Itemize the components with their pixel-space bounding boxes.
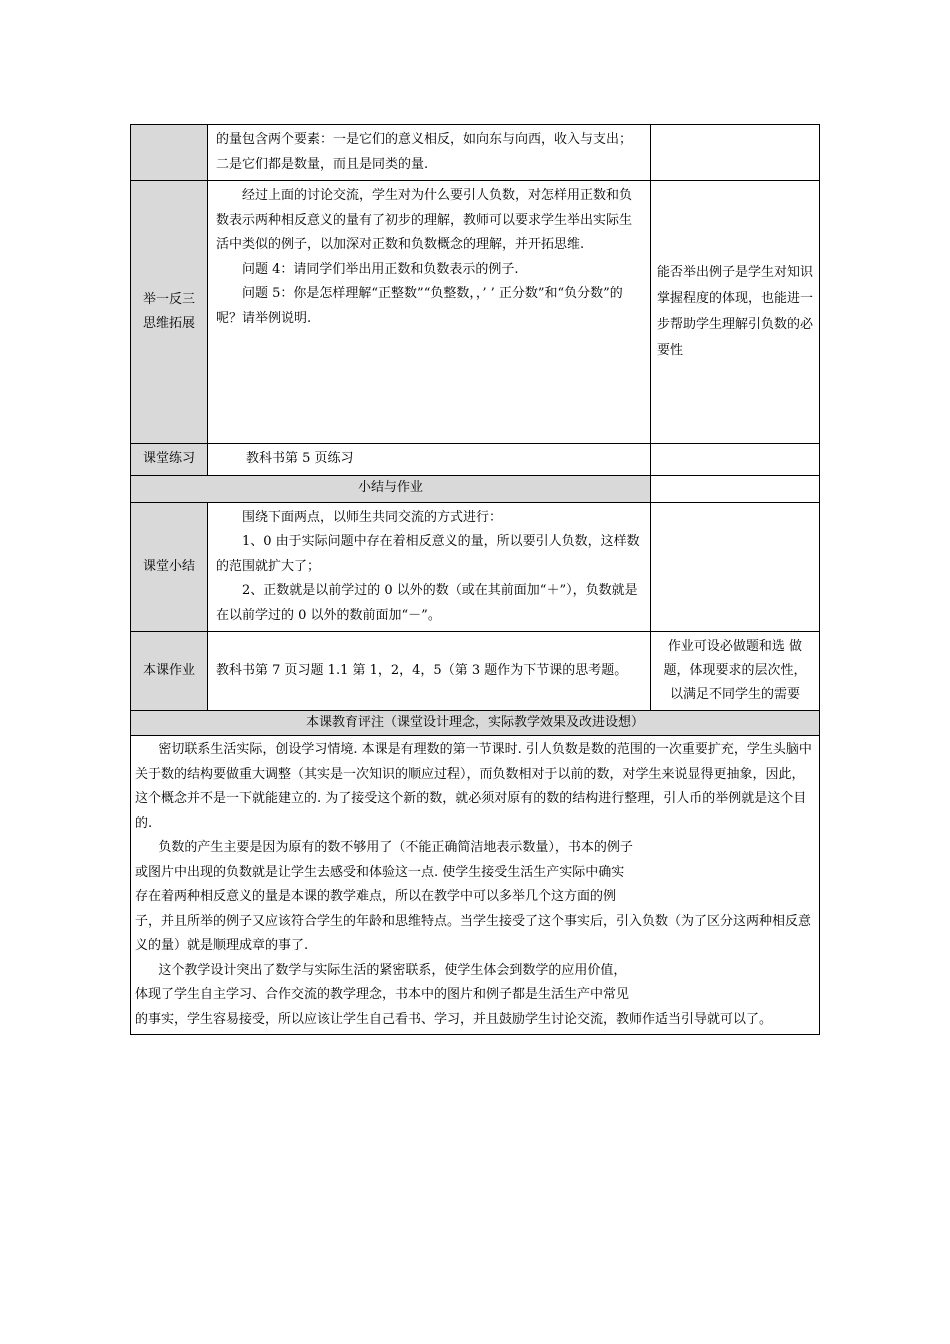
evaluation-paragraph-3-line-3: 的事实，学生容易接受，所以应该让学生自己看书、学习，并且鼓励学生讨论交流，教师作适当引导就可以了。 [135, 1011, 773, 1027]
summary-content-cell [208, 502, 651, 632]
summary-note-cell [651, 502, 820, 632]
extension-note-cell [651, 181, 820, 444]
evaluation-header: 本课教育评注（课堂设计理念，实际教学效果及改进设想） [305, 715, 644, 730]
practice-row [131, 444, 820, 476]
continuation-row [131, 125, 820, 181]
continuation-content-cell [208, 125, 651, 181]
evaluation-header-row [131, 711, 820, 736]
practice-note-cell [651, 444, 820, 476]
homework-text: 教科书第 7 页习题 1.1 第 1，2，4，5（第 3 题作为下节课的思考题。 [216, 662, 628, 678]
homework-row [131, 632, 820, 711]
evaluation-paragraph-2-line-3: 存在着两种相反意义的量是本课的教学难点，所以在教学中可以多举几个这方面的例 [135, 889, 617, 904]
extension-row [131, 181, 820, 444]
extension-label-cell [131, 181, 208, 444]
continuation-label-cell [131, 125, 208, 181]
extension-label-line1: 举一反三 [142, 292, 195, 307]
lesson-plan-table-container [130, 124, 819, 1035]
summary-line-1: 围绕下面两点，以师生共同交流的方式进行： [242, 509, 503, 525]
summary-header-note-cell [651, 475, 820, 502]
evaluation-paragraph-3-line-1: 这个教学设计突出了数学与实际生活的紧密联系，使学生体会到数学的应用价值， [158, 962, 627, 978]
practice-label-cell [131, 444, 208, 476]
evaluation-paragraph-3-line-2: 体现了学生自主学习、合作交流的教学理念，书本中的图片和例子都是生活生产中常见 [135, 987, 630, 1002]
question-4: 问题 4：请同学们举出用正数和负数表示的例子. [242, 261, 519, 277]
homework-note-cell [651, 632, 820, 711]
continuation-note-cell [651, 125, 820, 181]
evaluation-row [131, 736, 820, 1035]
continuation-text: 的量包含两个要素：一是它们的意义相反，如向东与向西，收入与支出；二是它们都是数量，而且是同类的量. [216, 132, 633, 172]
evaluation-paragraph-2-line-1: 负数的产生主要是因为原有的数不够用了（不能正确简洁地表示数量），书本的例子 [158, 840, 633, 855]
homework-note-line3: 以满足不同学生的需要 [669, 687, 800, 702]
evaluation-paragraph-1: 密切联系生活实际，创设学习情境. 本课是有理数的第一节课时. 引人负数是数的范围的一次重要扩充，学生头脑中关于数的结构要做重大调整（其实是一次知识的顺应过程），而负数相对于以前的数，对学生来说显得更抽象，因此，这个概念并不是一下就能建立的. 为了接受这个新的数，就必须对原有的数的结构进行整理，引人币的举例就是这个目的. [135, 742, 812, 831]
summary-row [131, 502, 820, 632]
practice-content-cell [208, 444, 651, 476]
homework-note-line1: 作业可设必做题和选 做 [667, 639, 803, 654]
question-5: 问题 5：你是怎样理解“正整数”“负整数，，’ ’ 正分数”和“负分数”的呢？请举例说明. [216, 286, 623, 326]
summary-header: 小结与作业 [357, 479, 423, 495]
summary-line-3: 2、正数就是以前学过的 0 以外的数（或在其前面加“＋”），负数就是在以前学过的 0 以外的数前面加“－”。 [216, 583, 638, 623]
homework-label: 本课作业 [142, 663, 195, 678]
summary-header-row [131, 475, 820, 502]
evaluation-paragraph-2-line-4: 子，并且所举的例子又应该符合学生的年龄和思维特点。当学生接受了这个事实后，引入负数（为了区分这两种相反意义的量）就是顺理成章的事了. [135, 913, 812, 953]
extension-note: 能否举出例子是学生对知识掌握程度的体现，也能进一步帮助学生理解引负数的必要性 [657, 265, 814, 358]
extension-label-line2: 思维拓展 [142, 316, 195, 331]
extension-content-cell [208, 181, 651, 444]
evaluation-paragraph-2-line-2: 或图片中出现的负数就是让学生去感受和体验这一点. 使学生接受生活生产实际中确实 [135, 864, 625, 880]
practice-text: 教科书第 5 页练习 [246, 451, 354, 466]
summary-line-2: 1、0 由于实际问题中存在着相反意义的量，所以要引人负数，这样数的范围就扩大了； [216, 534, 640, 574]
homework-content-cell [208, 632, 651, 711]
lesson-plan-table [130, 124, 820, 1035]
homework-label-cell [131, 632, 208, 711]
summary-header-cell [131, 475, 651, 502]
homework-note-line2: 题，体现要求的层次性， [663, 663, 807, 678]
summary-label-cell [131, 502, 208, 632]
practice-label: 课堂练习 [142, 451, 195, 467]
summary-label: 课堂小结 [142, 558, 195, 574]
evaluation-content-cell [131, 736, 820, 1035]
evaluation-header-cell [131, 711, 820, 736]
extension-paragraph: 经过上面的讨论交流，学生对为什么要引人负数，对怎样用正数和负数表示两种相反意义的量有了初步的理解，教师可以要求学生举出实际生活中类似的例子，以加深对正数和负数概念的理解，并开拓思维. [216, 188, 633, 252]
